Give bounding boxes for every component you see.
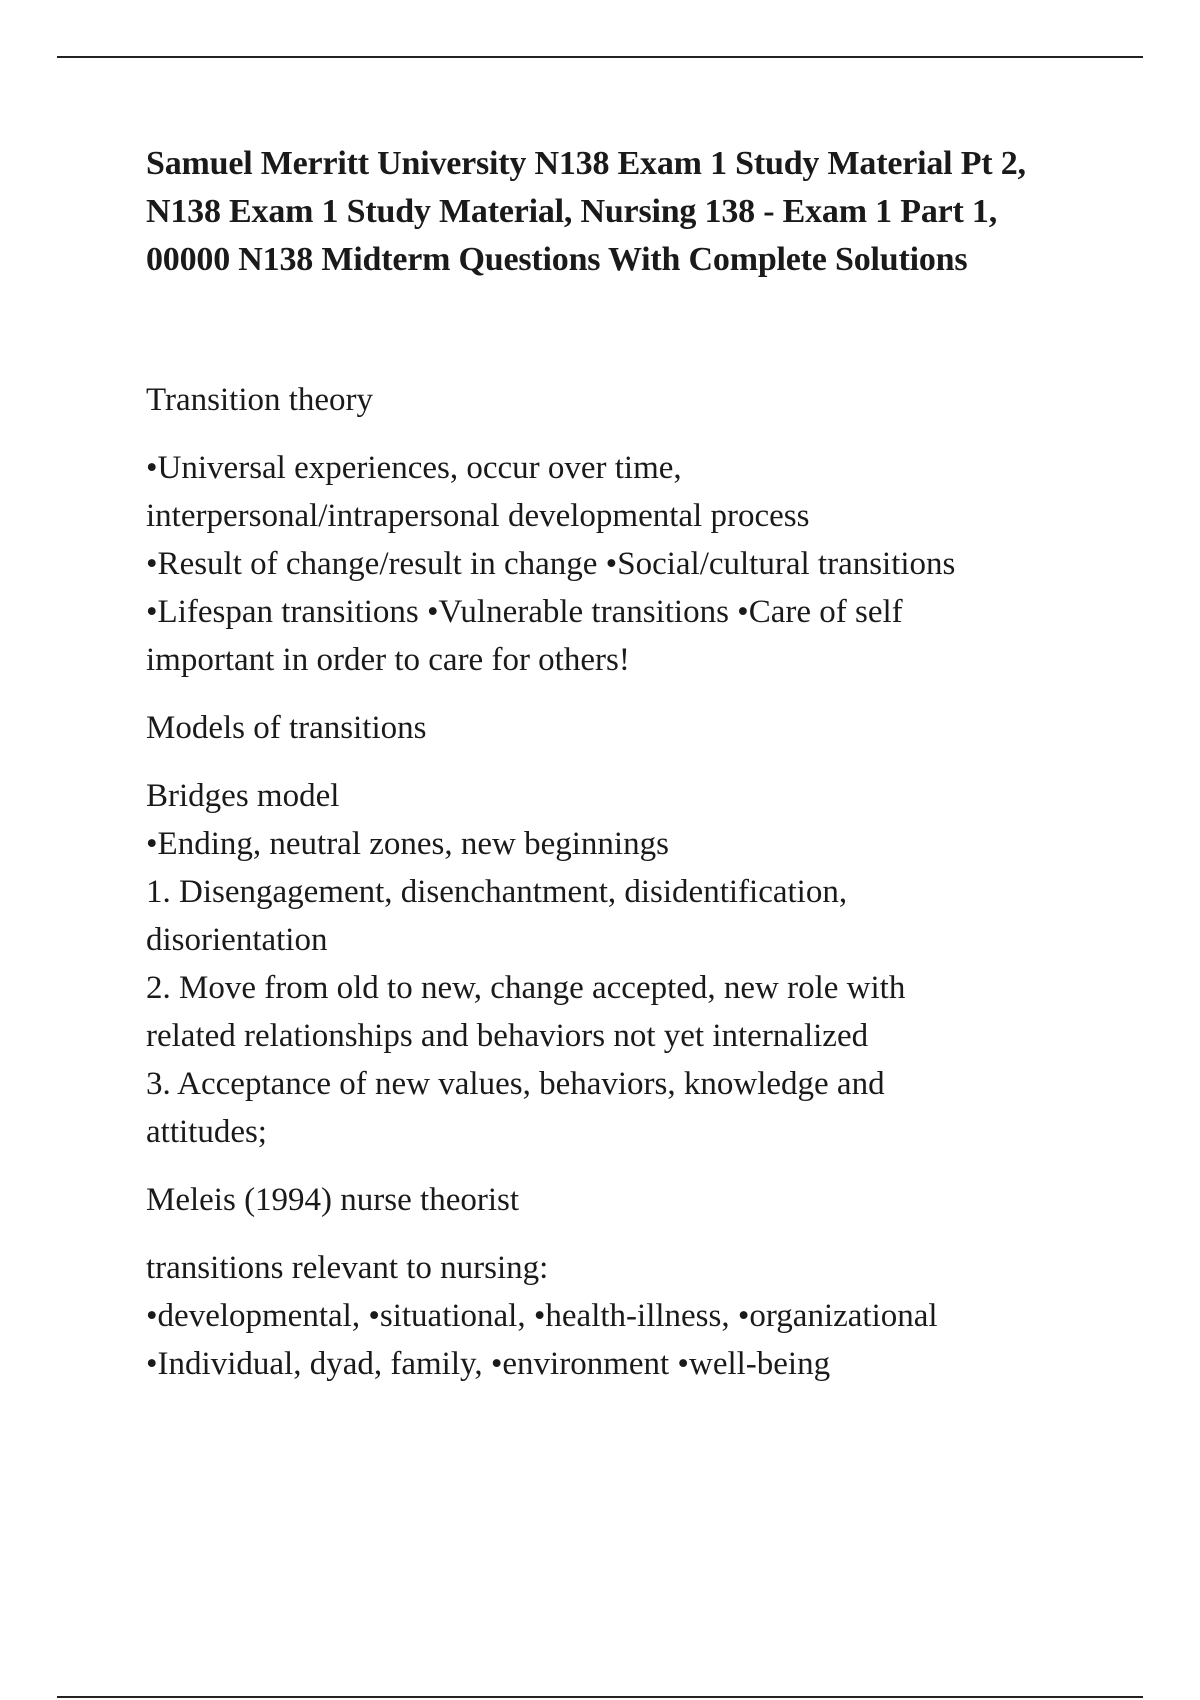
section-bridges <box>146 772 1086 1156</box>
document-title: Samuel Merritt University N138 Exam 1 Study Material Pt 2, N138 Exam 1 Study Material, Nursing 138 - Exam 1 Part 1, 00000 N138 Midterm Questions With Complete Solutions <box>146 145 1026 278</box>
section-models <box>146 704 1086 752</box>
document-body <box>146 140 1086 1388</box>
bottom-rule <box>57 1696 1143 1698</box>
transition-theory-body <box>146 444 1086 684</box>
section-meleis <box>146 1176 1086 1224</box>
text-line: •Individual, dyad, family, •environment •well-being <box>146 1346 831 1382</box>
section-relevant <box>146 1244 1086 1388</box>
text-line: •developmental, •situational, •health-illness, •organizational <box>146 1298 938 1334</box>
section-heading: Transition theory <box>146 382 374 418</box>
section-heading: Models of transitions <box>146 710 427 746</box>
text-line: •Universal experiences, occur over time, <box>146 450 682 486</box>
section-heading: Meleis (1994) nurse theorist <box>146 1182 520 1218</box>
section-heading: Bridges model <box>146 778 340 814</box>
text-line: 1. Disengagement, disenchantment, disidentification, <box>146 874 848 910</box>
text-line: transitions relevant to nursing: <box>146 1250 549 1286</box>
top-rule <box>57 56 1143 58</box>
text-line: attitudes; <box>146 1114 267 1150</box>
text-line: •Ending, neutral zones, new beginnings <box>146 826 669 862</box>
text-line: disorientation <box>146 922 328 958</box>
text-line: interpersonal/intrapersonal developmental process <box>146 498 810 534</box>
text-line: •Lifespan transitions •Vulnerable transitions •Care of self <box>146 594 903 630</box>
text-line: related relationships and behaviors not yet internalized <box>146 1018 869 1054</box>
section-transition-theory <box>146 376 1086 424</box>
text-line: important in order to care for others! <box>146 642 630 678</box>
text-line: 2. Move from old to new, change accepted, new role with <box>146 970 906 1006</box>
text-line: 3. Acceptance of new values, behaviors, knowledge and <box>146 1066 885 1102</box>
text-line: •Result of change/result in change •Social/cultural transitions <box>146 546 956 582</box>
